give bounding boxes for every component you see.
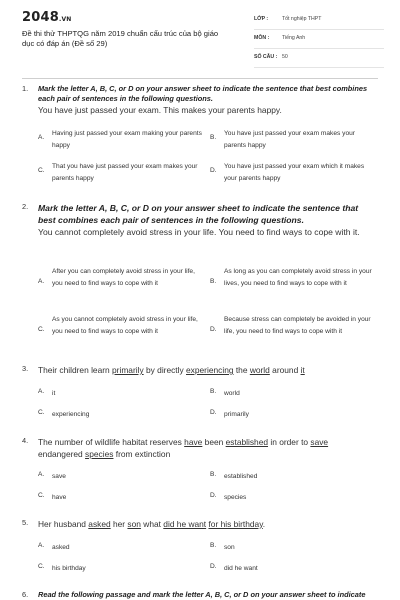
question-2 (22, 202, 378, 352)
question-5 (22, 518, 378, 578)
option-text: You have just passed your exam which it makes your parents happy (224, 163, 365, 182)
underlined-word: experiencing (186, 365, 234, 375)
logo-main: 2048 (22, 10, 59, 25)
option-letter: A. (38, 278, 45, 285)
stem-text: endangered (38, 449, 86, 459)
option-letter: D. (210, 409, 217, 416)
option-text: son (224, 544, 235, 551)
option-letter: B. (210, 278, 217, 285)
option-text: Because stress can completely be avoided in your life, you need to find ways to cope with it (224, 316, 371, 335)
underlined-word: it (300, 365, 305, 375)
option-letter: A. (38, 134, 45, 141)
question-6 (22, 590, 378, 600)
option-text: As you cannot completely avoid stress in your life, you need to find ways to cope with it (52, 316, 198, 335)
underlined-word: for his birthday (208, 519, 263, 529)
option-text: save (52, 473, 66, 480)
option-letter: A. (38, 542, 45, 549)
question-body (38, 202, 374, 239)
stem-text: been (202, 437, 226, 447)
option-text: established (224, 473, 258, 480)
question-body (38, 84, 374, 116)
question-1 (22, 84, 378, 184)
option-letter: C. (38, 167, 45, 174)
stem-text: from extinction (113, 449, 171, 459)
option-letter: A. (38, 388, 45, 395)
option-text: his birthday (52, 565, 86, 572)
underlined-word: primarily (112, 365, 144, 375)
underlined-word: established (225, 437, 269, 447)
stem-text: the (233, 365, 250, 375)
option-text: That you have just passed your exam makes your parents happy (52, 163, 198, 182)
option-text: it (52, 390, 56, 397)
stem-text: Her husband (38, 519, 89, 529)
option-letter: B. (210, 542, 217, 549)
question-instruction: Mark the letter A, B, C, or D on your answer sheet to indicate the sentence that best combines each pair of sentences in the following questions. (38, 203, 359, 225)
option-letter: B. (210, 471, 217, 478)
stem-text: in order to (268, 437, 311, 447)
option-text: species (224, 494, 247, 501)
question-stem (38, 364, 374, 376)
question-number: 1. (22, 84, 29, 93)
underlined-word: son (127, 519, 141, 529)
option-text: asked (52, 544, 70, 551)
option-letter: C. (38, 563, 45, 570)
question-number: 3. (22, 364, 29, 373)
meta-value: Tốt nghiệp THPT (282, 16, 322, 22)
logo-sub: .VN (58, 16, 72, 23)
option-letter: D. (210, 167, 217, 174)
meta-label: LỚP : (254, 16, 269, 22)
question-stem (38, 436, 374, 460)
question-3 (22, 364, 378, 424)
option-text: did he want (224, 565, 258, 572)
question-instruction: Read the following passage and mark the letter A, B, C, or D on your answer sheet to indicate (38, 590, 366, 599)
underlined-word: species (85, 449, 114, 459)
question-4 (22, 436, 378, 508)
option-letter: A. (38, 471, 45, 478)
document-title: Đề thi thử THPTQG năm 2019 chuẩn cấu trúc của bộ giáo dục có đáp án (Đề số 29) (22, 29, 219, 48)
option-text: After you can completely avoid stress in your life, you need to find ways to cope with it (52, 268, 195, 287)
stem-text: by directly (143, 365, 187, 375)
option-letter: D. (210, 492, 217, 499)
underlined-word: world (249, 365, 270, 375)
option-text: world (224, 390, 240, 397)
meta-label: MÔN : (254, 35, 270, 41)
meta-value: 50 (282, 54, 288, 60)
underlined-word: asked (88, 519, 111, 529)
question-number: 2. (22, 202, 29, 211)
option-text: primarily (224, 411, 249, 418)
site-logo[interactable] (22, 10, 72, 25)
question-number: 6. (22, 590, 29, 599)
header-divider (22, 78, 378, 79)
option-letter: B. (210, 134, 217, 141)
stem-text: what (140, 519, 164, 529)
question-stem: You cannot completely avoid stress in your life. You need to find ways to cope with it. (38, 227, 360, 237)
meta-row-count (254, 52, 384, 68)
stem-text: around (269, 365, 301, 375)
meta-label: SỐ CÂU : (254, 54, 278, 60)
stem-text: . (262, 519, 266, 529)
underlined-word: save (310, 437, 329, 447)
question-stem: You have just passed your exam. This makes your parents happy. (38, 105, 282, 115)
stem-text: Their children learn (38, 365, 113, 375)
question-number: 4. (22, 436, 29, 445)
question-instruction: Mark the letter A, B, C, or D on your answer sheet to indicate the sentence that best combines each pair of sentences in the following questions. (38, 84, 368, 103)
option-letter: C. (38, 492, 45, 499)
question-number: 5. (22, 518, 29, 527)
meta-row-class (254, 14, 384, 30)
exam-meta (254, 14, 384, 71)
option-letter: D. (210, 563, 217, 570)
option-letter: C. (38, 409, 45, 416)
option-letter: B. (210, 388, 217, 395)
meta-row-subject (254, 33, 384, 49)
meta-value: Tiếng Anh (282, 35, 306, 41)
document-header (0, 0, 400, 64)
underlined-word: have (184, 437, 203, 447)
stem-text: The number of wildlife habitat reserves (38, 437, 185, 447)
underlined-word: did he want (163, 519, 207, 529)
option-letter: D. (210, 326, 217, 333)
option-text: Having just passed your exam making your parents happy (52, 130, 202, 149)
question-stem (38, 518, 374, 530)
option-text: As long as you can completely avoid stress in your lives, you need to find ways to cope with it (224, 268, 372, 287)
option-text: experiencing (52, 411, 90, 418)
option-text: have (52, 494, 67, 501)
option-text: You have just passed your exam makes your parents happy (224, 130, 355, 149)
stem-text: her (110, 519, 128, 529)
option-letter: C. (38, 326, 45, 333)
